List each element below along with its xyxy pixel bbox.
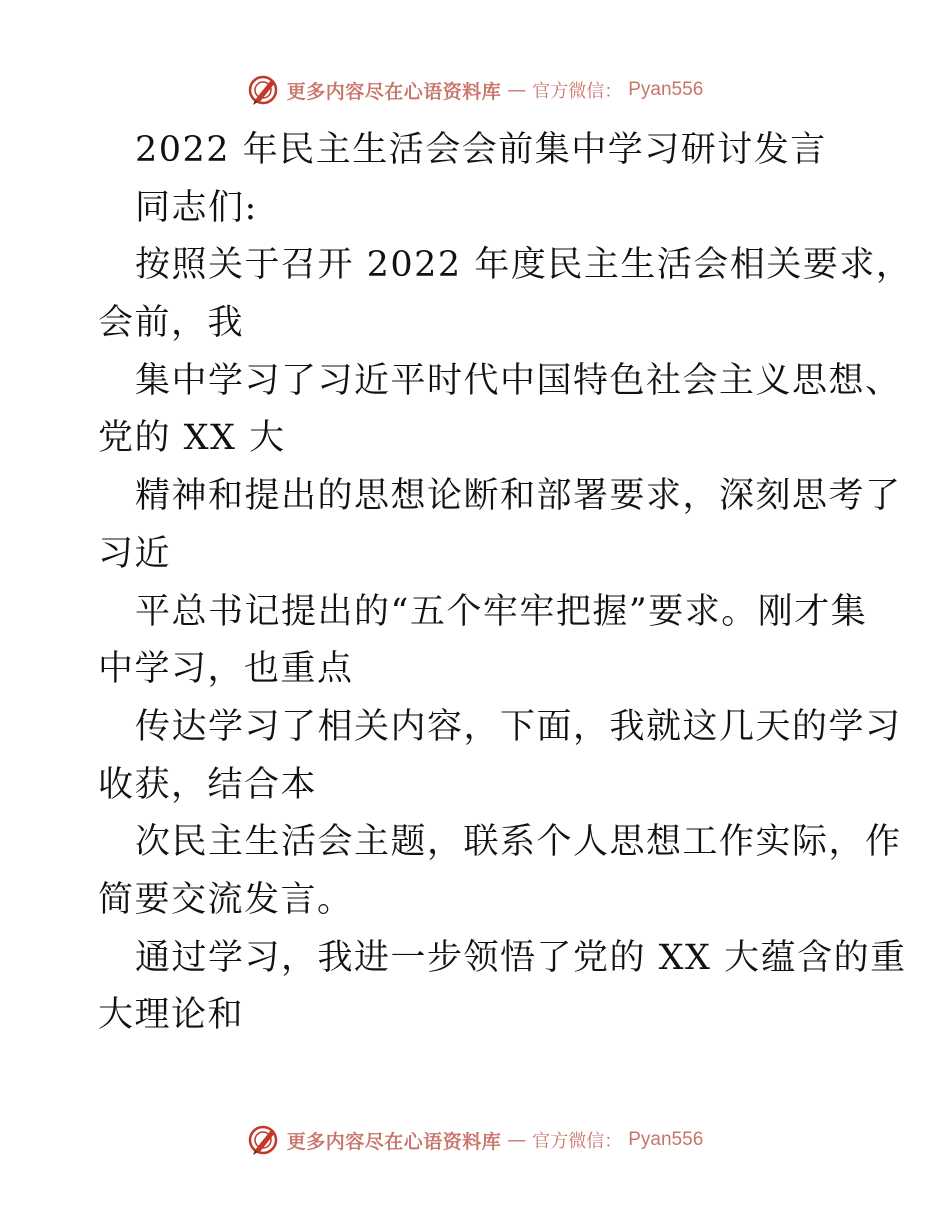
document-line: 会前，我 — [98, 303, 245, 344]
document-line: 次民主生活会主题，联系个人思想工作实际，作 — [135, 822, 902, 863]
document-lines — [98, 180, 913, 1045]
pen-logo-icon — [247, 73, 281, 107]
watermark-wechat-id: Pyan556 — [628, 1129, 704, 1150]
watermark-separator: — — [507, 79, 527, 101]
pen-logo-icon — [247, 1123, 281, 1157]
document-title: 2022 年民主生活会会前集中学习研讨发言 — [135, 130, 827, 170]
document-line: 传达学习了相关内容，下面，我就这几天的学习 — [135, 706, 902, 747]
document-line: 中学习，也重点 — [98, 649, 354, 690]
document-line: 集中学习了习近平时代中国特色社会主义思想、 — [135, 360, 902, 401]
document-line: 同志们: — [135, 187, 258, 228]
document-line: 简要交流发言。 — [98, 879, 354, 920]
document-line: 收获，结合本 — [98, 764, 318, 805]
document-line: 精神和提出的思想论断和部署要求，深刻思考了 — [135, 476, 902, 517]
header-watermark — [0, 68, 950, 112]
document-line: 按照关于召开 2022 年度民主生活会相关要求， — [135, 245, 913, 286]
document-line: 平总书记提出的“五个牢牢把握”要求。刚才集 — [135, 591, 868, 632]
document-line: 党的 XX 大 — [98, 418, 286, 459]
document-line: 通过学习，我进一步领悟了党的 XX 大蕴含的重 — [135, 937, 907, 978]
footer-watermark — [0, 1118, 950, 1162]
document-line: 大理论和 — [98, 995, 245, 1036]
document-line: 习近 — [98, 533, 172, 574]
watermark-official-label: 官方微信： — [532, 1131, 623, 1152]
watermark-wechat-id: Pyan556 — [628, 79, 704, 100]
document-body — [98, 122, 913, 1045]
watermark-main-text: 更多内容尽在心语资料库 — [286, 1130, 502, 1153]
watermark-official-label: 官方微信： — [532, 81, 623, 102]
watermark-main-text: 更多内容尽在心语资料库 — [286, 80, 502, 103]
watermark-separator: — — [507, 1129, 527, 1151]
